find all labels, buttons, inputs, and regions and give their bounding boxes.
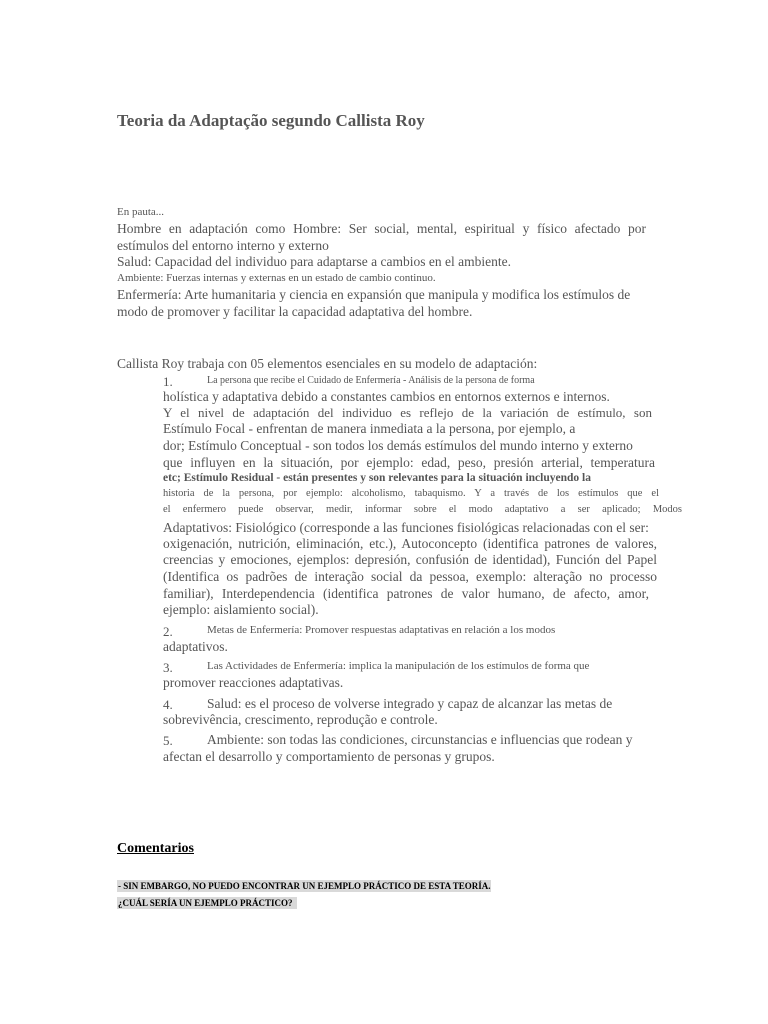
intro-line: Salud: Capacidad del individuo para adaptarse a cambios en el ambiente. <box>117 254 511 269</box>
list-item-text: Ambiente: son todas las condiciones, circunstancias e influencias que rodean y <box>207 732 633 747</box>
list-item-text: Metas de Enfermería: Promover respuestas adaptativas en relación a los modos <box>207 624 556 636</box>
comment-highlight: - SIN EMBARGO, NO PUEDO ENCONTRAR UN EJEMPLO PRÁCTICO DE ESTA TEORÍA. <box>118 881 491 891</box>
list-item-text: Salud: es el proceso de volverse integrado y capaz de alcanzar las metas de <box>207 696 613 711</box>
list-number: 3. <box>163 660 173 675</box>
list-number: 4. <box>163 697 173 712</box>
list-item-text: el enfermero puede observar, medir, informar sobre el modo adaptativo a ser aplicado; Modos <box>163 504 682 515</box>
comments-heading: Comentarios <box>117 841 194 856</box>
list-item-text: promover reacciones adaptativas. <box>163 675 344 690</box>
list-item-text: Y el nivel de adaptación del individuo es reflejo de la variación de estímulo, son <box>163 405 652 420</box>
document-title: Teoria da Adaptação segundo Callista Roy <box>117 111 425 130</box>
list-item-text: oxigenación, nutrición, eliminación, etc.), Autoconcepto (identifica patrones de valores, <box>163 536 657 551</box>
comment-highlight: ¿CUÁL SERÍA UN EJEMPLO PRÁCTICO? <box>117 897 297 909</box>
list-item-text: sobrevivência, crescimento, reprodução e controle. <box>163 712 438 727</box>
intro-line: modo de promover y facilitar la capacidad adaptativa del hombre. <box>117 304 473 319</box>
list-number: 2. <box>163 624 173 639</box>
list-item-text: afectan el desarrollo y comportamiento de personas y grupos. <box>163 749 495 764</box>
list-number: 1. <box>163 374 173 389</box>
list-item-text: familiar), Interdependencia (identifica patrones de valor humano, de afecto, amor, <box>163 586 649 601</box>
list-item-text: (Identifica os padrões de interação social da pessoa, exemplo: alteração no processo <box>163 569 657 584</box>
list-item-text: ejemplo: aislamiento social). <box>163 602 319 617</box>
list-item-text: dor; Estímulo Conceptual - son todos los demás estímulos del mundo interno y externo <box>163 438 633 453</box>
comment-line <box>117 893 297 911</box>
list-item-text: La persona que recibe el Cuidado de Enfermería - Análisis de la persona de forma <box>207 375 535 386</box>
comment-line <box>117 876 491 894</box>
intro-line: Hombre en adaptación como Hombre: Ser social, mental, espiritual y físico afectado por <box>117 221 646 236</box>
list-item-text: Adaptativos: Fisiológico (corresponde a las funciones fisiológicas relacionadas con el ser: <box>163 520 649 535</box>
intro-line: Enfermería: Arte humanitaria y ciencia en expansión que manipula y modifica los estímulos de <box>117 287 631 302</box>
list-item-text: Las Actividades de Enfermería: implica la manipulación de los estímulos de forma que <box>207 660 590 672</box>
list-intro: Callista Roy trabaja con 05 elementos esenciales en su modelo de adaptación: <box>117 356 538 371</box>
list-item-text: historia de la persona, por ejemplo: alcoholismo, tabaquismo. Y a través de los estímulos que el <box>163 488 659 499</box>
list-item-text: etc; Estímulo Residual - están presentes y son relevantes para la situación incluyendo la <box>163 472 591 484</box>
list-item-text: holística y adaptativa debido a constantes cambios en entornos externos e internos. <box>163 389 610 404</box>
intro-line: En pauta... <box>117 206 165 218</box>
list-item-text: Estímulo Focal - enfrentan de manera inmediata a la persona, por ejemplo, a <box>163 421 576 436</box>
list-number: 5. <box>163 733 173 748</box>
intro-line: Ambiente: Fuerzas internas y externas en un estado de cambio continuo. <box>117 272 436 284</box>
list-item-text: creencias y emociones, ejemplos: depresión, confusión de identidad), Función del Papel <box>163 552 657 567</box>
list-item-text: adaptativos. <box>163 639 228 654</box>
intro-line: estímulos del entorno interno y externo <box>117 238 329 253</box>
list-item-text: que influyen en la situación, por ejemplo: edad, peso, presión arterial, temperatura <box>163 455 655 470</box>
